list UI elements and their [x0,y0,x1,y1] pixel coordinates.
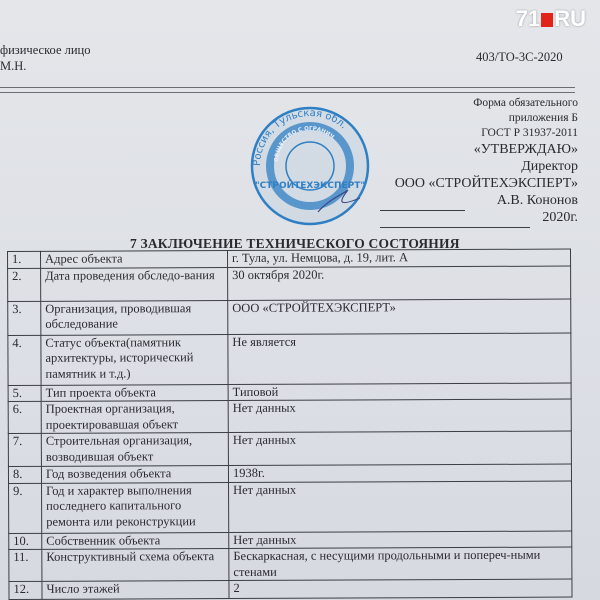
row-label: Число этажей [42,581,229,600]
row-number: 10. [9,533,42,550]
header-left-line2: М.Н. [0,59,27,73]
row-value: Типовой [228,383,571,401]
approval-form-line2: приложения Б [508,112,578,124]
table-row [8,299,571,335]
row-value: Не является [228,333,571,384]
svg-text:ОБЩЕСТВО С ОГРАНИЧ.: ОБЩЕСТВО С ОГРАНИЧ. [273,125,337,163]
row-label: Организация, проводившая обследование [41,300,228,335]
row-label: Статус объекта(памятник архитектуры, исторический памятник и т.д.) [41,334,228,385]
row-label: Тип проекта объекта [41,384,228,401]
table-row [9,481,572,533]
header-rule-2 [0,92,575,93]
row-label: Конструктивный схема объекта [42,549,229,582]
approval-form-line1: Форма обязательного [473,97,578,109]
approval-approve: «УТВЕРЖДАЮ» [473,142,578,157]
row-number: 11. [9,549,42,581]
row-value: 1938г. [228,464,571,482]
table-row [9,579,572,599]
row-value: Нет данных [229,481,572,532]
row-number: 9. [9,483,42,533]
row-value: 30 октября 2020г. [228,266,571,300]
header-left-line1: физическое лицо [0,43,91,57]
approval-gost: ГОСТ Р 31937-2011 [481,127,578,139]
approval-name: А.В. Кононов [496,193,578,208]
row-number: 3. [8,301,41,335]
company-stamp [248,104,372,228]
row-number: 6. [8,401,41,433]
table-row [8,266,571,301]
row-value: г. Тула, ул. Немцова, д. 19, лит. А [228,249,571,267]
table-row [8,431,571,466]
row-label: Собственник объекта [42,532,229,549]
svg-text:"СТРОЙТЕХЭКСПЕРТ": "СТРОЙТЕХЭКСПЕРТ" [254,181,366,191]
table-row [8,333,571,385]
watermark-domain: RU [554,6,586,31]
table-row [9,547,572,581]
row-label: Проектная организация, проектировавшая объект [41,401,228,434]
watermark-dot-icon [541,13,553,27]
doc-number: 403/ТО-3С-2020 [476,50,563,64]
row-number: 1. [8,251,41,268]
date-line [380,227,530,228]
row-value: Нет данных [229,531,572,549]
row-label: Год и характер выполнения последнего капитального ремонта или реконструкции [42,482,229,533]
signature-line [380,210,465,211]
row-value: 2 [229,579,572,598]
row-number: 7. [8,433,41,466]
svg-text:Россия, Тульская обл.: Россия, Тульская обл. [251,107,349,167]
approval-position: Директор [521,159,578,174]
row-label: Строительная организация, возводившая объект [41,433,228,467]
row-value: Нет данных [228,431,571,465]
row-number: 2. [8,268,41,301]
watermark-logo [516,6,586,32]
row-value: ООО «СТРОЙТЕХЭКСПЕРТ» [228,299,571,334]
row-number: 5. [8,385,41,402]
table-row [8,399,571,433]
row-label: Адрес объекта [41,251,228,268]
row-value: Бескаркасная, с несущими продольными и попереч-ными стенами [229,547,572,580]
approval-block [395,96,578,226]
approval-year: 2020г. [542,210,578,225]
row-number: 8. [8,466,41,483]
approval-company: ООО «СТРОЙТЕХЭКСПЕРТ» [394,176,578,191]
row-label: Дата проведения обследо-вания [41,267,228,301]
section-title: 7 ЗАКЛЮЧЕНИЕ ТЕХНИЧЕСКОГО СОСТОЯНИЯ [130,236,460,251]
row-number: 12. [9,581,42,599]
header-rule [0,87,575,88]
technical-condition-table [7,249,573,600]
row-number: 4. [8,335,41,385]
watermark-number: 71 [515,6,541,31]
row-label: Год возведения объекта [41,466,228,483]
row-value: Нет данных [228,399,571,432]
